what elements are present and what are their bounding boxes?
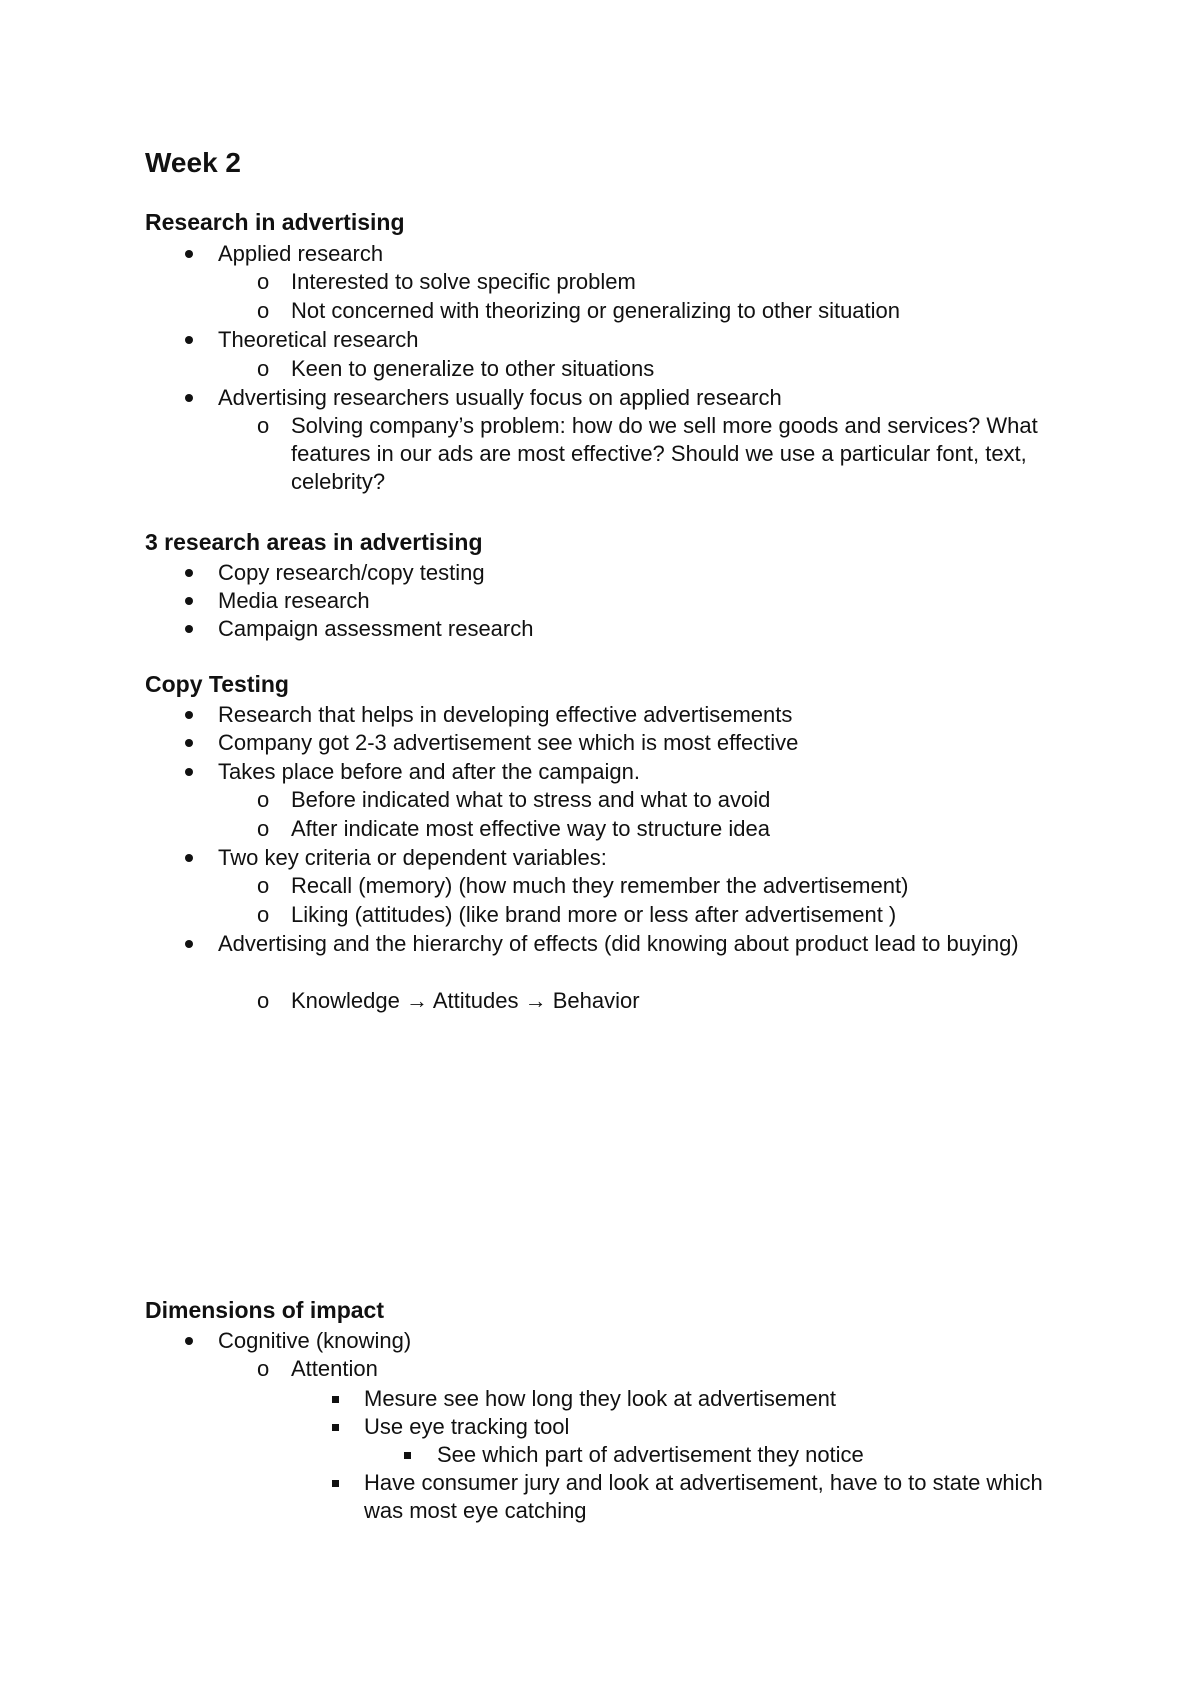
list-item: Two key criteria or dependent variables: xyxy=(218,845,607,870)
bullet-icon xyxy=(185,625,193,633)
bullet-icon xyxy=(185,597,193,605)
list-item: Attention xyxy=(291,1356,378,1381)
circle-bullet-icon: o xyxy=(257,787,270,812)
list-item: Media research xyxy=(218,588,370,613)
list-item: Mesure see how long they look at advertisement xyxy=(364,1386,837,1411)
list-item: Before indicated what to stress and what to avoid xyxy=(291,787,771,812)
heading-research-in-advertising: Research in advertising xyxy=(145,209,405,235)
heading-dimensions-of-impact: Dimensions of impact xyxy=(145,1297,384,1323)
bullet-icon xyxy=(185,336,193,344)
list-item: Theoretical research xyxy=(218,327,419,352)
list-item: Applied research xyxy=(218,241,384,266)
list-item: Copy research/copy testing xyxy=(218,560,485,585)
list-item: Campaign assessment research xyxy=(218,616,534,641)
bullet-icon xyxy=(185,250,193,258)
list-item: Advertising and the hierarchy of effects (did knowing about product lead to buying) xyxy=(218,931,1019,956)
circle-bullet-icon: o xyxy=(257,298,270,323)
list-item: Knowledge → Attitudes → Behavior xyxy=(291,988,640,1013)
bullet-icon xyxy=(185,394,193,402)
bullet-icon xyxy=(185,940,193,948)
bullet-icon xyxy=(185,768,193,776)
list-item: Recall (memory) (how much they remember the advertisement) xyxy=(291,873,909,898)
list-item: Keen to generalize to other situations xyxy=(291,356,655,381)
list-item: See which part of advertisement they notice xyxy=(437,1442,864,1467)
list-item: Have consumer jury and look at advertisement, have to to state which was most eye catching xyxy=(364,1470,1043,1523)
list-item: Company got 2-3 advertisement see which is most effective xyxy=(218,730,799,755)
list-item: Advertising researchers usually focus on applied research xyxy=(218,385,782,410)
circle-bullet-icon: o xyxy=(257,413,270,438)
heading-copy-testing: Copy Testing xyxy=(145,671,289,697)
list-item: Solving company’s problem: how do we sell more goods and services? What features in our ads are most effective? Should we use a particular font, text, celebrity? xyxy=(291,413,1038,494)
circle-bullet-icon: o xyxy=(257,269,270,294)
square-bullet-icon xyxy=(332,1396,339,1403)
bullet-icon xyxy=(185,569,193,577)
list-item: After indicate most effective way to structure idea xyxy=(291,816,770,841)
square-bullet-icon xyxy=(332,1480,339,1487)
list-item: Liking (attitudes) (like brand more or less after advertisement ) xyxy=(291,902,897,927)
list-item: Cognitive (knowing) xyxy=(218,1328,412,1353)
circle-bullet-icon: o xyxy=(257,1356,270,1381)
list-item: Use eye tracking tool xyxy=(364,1414,570,1439)
bullet-icon xyxy=(185,854,193,862)
circle-bullet-icon: o xyxy=(257,356,270,381)
list-item: Research that helps in developing effective advertisements xyxy=(218,702,793,727)
square-bullet-icon xyxy=(332,1424,339,1431)
bullet-icon xyxy=(185,1337,193,1345)
circle-bullet-icon: o xyxy=(257,902,270,927)
bullet-icon xyxy=(185,739,193,747)
heading-research-areas: 3 research areas in advertising xyxy=(145,529,483,555)
list-item: Interested to solve specific problem xyxy=(291,269,636,294)
list-item: Takes place before and after the campaign. xyxy=(218,759,640,784)
page-title: Week 2 xyxy=(145,147,241,178)
bullet-icon xyxy=(185,711,193,719)
circle-bullet-icon: o xyxy=(257,873,270,898)
circle-bullet-icon: o xyxy=(257,988,270,1013)
circle-bullet-icon: o xyxy=(257,816,270,841)
list-item: Not concerned with theorizing or generalizing to other situation xyxy=(291,298,901,323)
square-bullet-icon xyxy=(404,1452,411,1459)
